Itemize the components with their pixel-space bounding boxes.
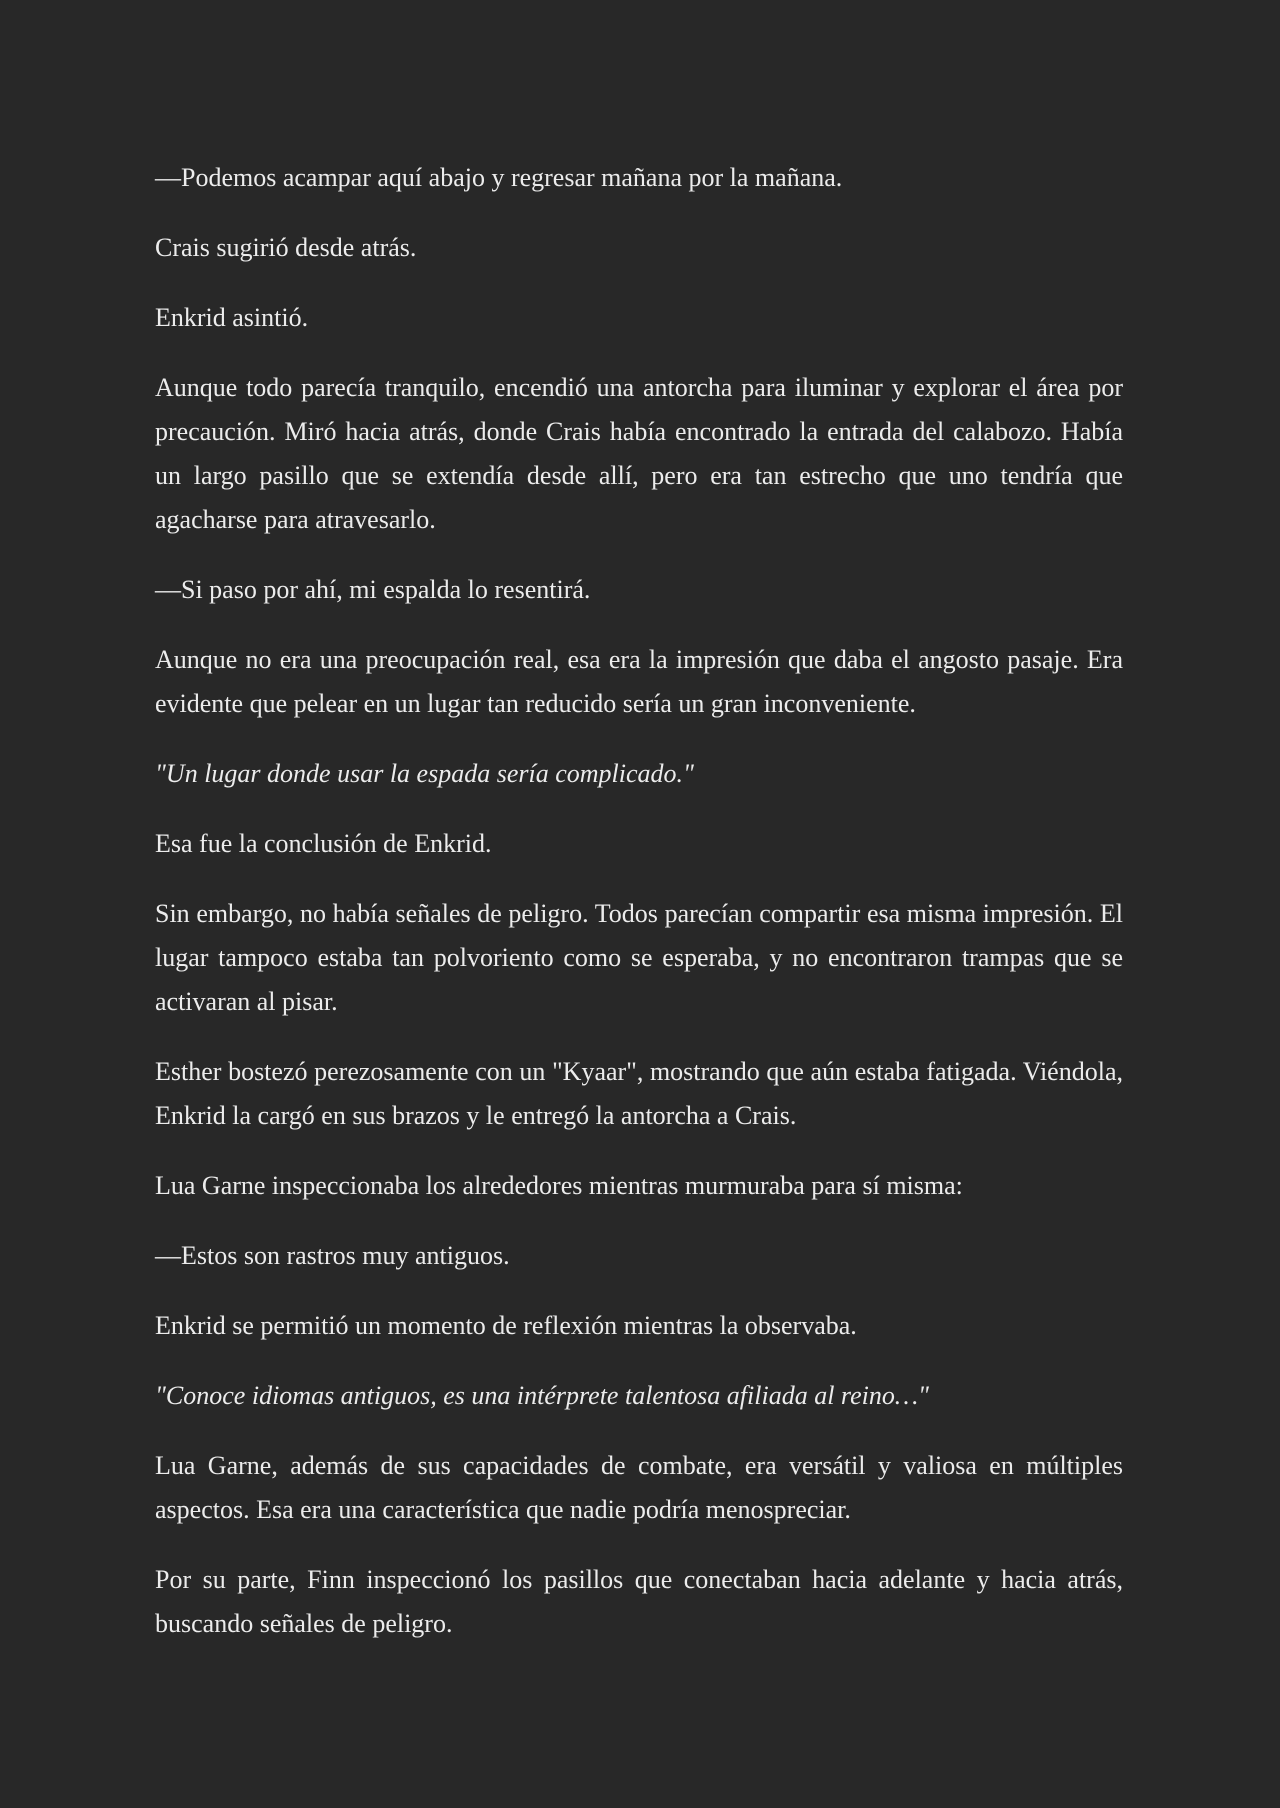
paragraph-7-thought: "Un lugar donde usar la espada sería complicado." — [155, 759, 694, 788]
paragraph-2: Crais sugirió desde atrás. — [155, 233, 417, 262]
paragraph-15: Lua Garne, además de sus capacidades de combate, era versátil y valiosa en múltiples aspectos. Esa era una característica que nadie podría menospreciar. — [155, 1451, 1123, 1524]
paragraph-9: Sin embargo, no había señales de peligro. Todos parecían compartir esa misma impresión. El lugar tampoco estaba tan polvoriento como se esperaba, y no encontraron trampas que se activaran al pisar. — [155, 899, 1123, 1016]
paragraph-8: Esa fue la conclusión de Enkrid. — [155, 829, 492, 858]
paragraph-14-thought: "Conoce idiomas antiguos, es una intérprete talentosa afiliada al reino…" — [155, 1381, 929, 1410]
paragraph-16: Por su parte, Finn inspeccionó los pasillos que conectaban hacia adelante y hacia atrás, buscando señales de peligro. — [155, 1565, 1123, 1638]
paragraph-12: —Estos son rastros muy antiguos. — [155, 1241, 510, 1270]
paragraph-13: Enkrid se permitió un momento de reflexión mientras la observaba. — [155, 1311, 857, 1340]
paragraph-5: —Si paso por ahí, mi espalda lo resentirá. — [155, 575, 591, 604]
paragraph-11: Lua Garne inspeccionaba los alrededores mientras murmuraba para sí misma: — [155, 1171, 963, 1200]
paragraph-10: Esther bostezó perezosamente con un "Kyaar", mostrando que aún estaba fatigada. Viéndola, Enkrid la cargó en sus brazos y le entregó la antorcha a Crais. — [155, 1057, 1123, 1130]
paragraph-6: Aunque no era una preocupación real, esa era la impresión que daba el angosto pasaje. Era evidente que pelear en un lugar tan reducido sería un gran inconveniente. — [155, 645, 1123, 718]
paragraph-4: Aunque todo parecía tranquilo, encendió una antorcha para iluminar y explorar el área por precaución. Miró hacia atrás, donde Crais había encontrado la entrada del calabozo. Había un largo pasillo que se extendía desde allí, pero era tan estrecho que uno tendría que agacharse para atravesarlo. — [155, 373, 1123, 534]
paragraph-1: —Podemos acampar aquí abajo y regresar mañana por la mañana. — [155, 163, 843, 192]
paragraph-3: Enkrid asintió. — [155, 303, 309, 332]
